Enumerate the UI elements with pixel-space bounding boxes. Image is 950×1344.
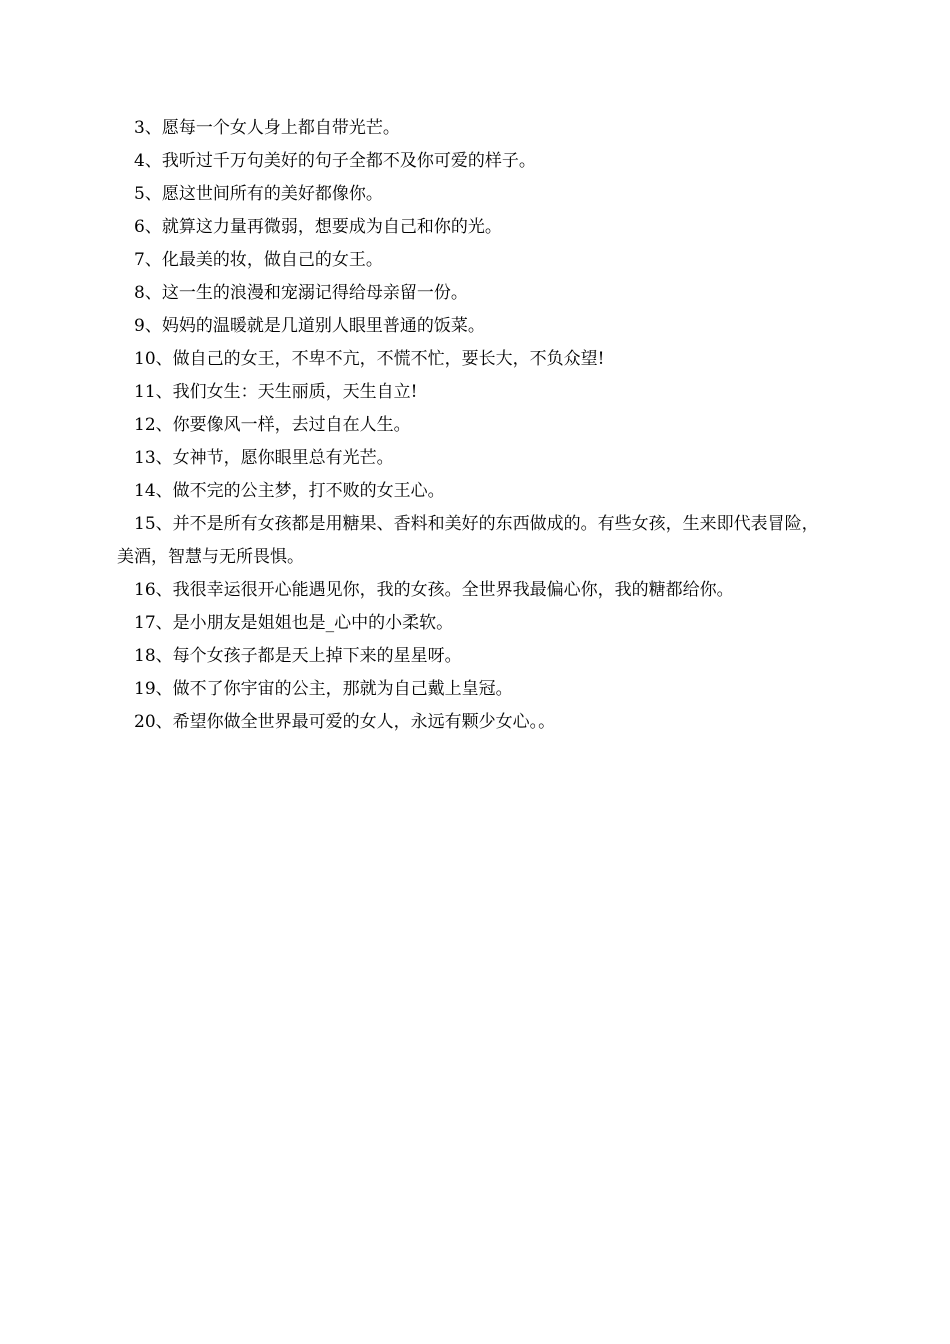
paragraph-16: 16、我很幸运很开心能遇见你，我的女孩。全世界我最偏心你，我的糖都给你。 xyxy=(134,580,734,600)
paragraph-10: 10、做自己的女王，不卑不亢，不慌不忙，要长大，不负众望! xyxy=(134,349,605,369)
paragraph-20: 20、希望你做全世界最可爱的女人，永远有颗少女心。。 xyxy=(134,712,556,732)
paragraph-7: 7、化最美的妆，做自己的女王。 xyxy=(134,250,383,270)
paragraph-5: 5、愿这世间所有的美好都像你。 xyxy=(134,184,383,204)
paragraph-18: 18、每个女孩子都是天上掉下来的星星呀。 xyxy=(134,646,462,666)
paragraph-4: 4、我听过千万句美好的句子全都不及你可爱的样子。 xyxy=(134,151,536,171)
paragraph-15: 15、并不是所有女孩都是用糖果、香料和美好的东西做成的。有些女孩，生来即代表冒险，美酒，智慧与无所畏惧。 xyxy=(117,514,819,567)
paragraph-14: 14、做不完的公主梦，打不败的女王心。 xyxy=(134,481,445,501)
paragraph-17: 17、是小朋友是姐姐也是_心中的小柔软。 xyxy=(134,613,454,633)
paragraph-9: 9、妈妈的温暖就是几道别人眼里普通的饭菜。 xyxy=(134,316,485,336)
paragraph-8: 8、这一生的浪漫和宠溺记得给母亲留一份。 xyxy=(134,283,468,303)
paragraph-3: 3、愿每一个女人身上都自带光芒。 xyxy=(134,118,400,138)
document-body xyxy=(117,112,833,739)
paragraph-11: 11、我们女生：天生丽质，天生自立! xyxy=(134,382,418,402)
paragraph-12: 12、你要像风一样，去过自在人生。 xyxy=(134,415,411,435)
paragraph-6: 6、就算这力量再微弱，想要成为自己和你的光。 xyxy=(134,217,502,237)
paragraph-13: 13、女神节，愿你眼里总有光芒。 xyxy=(134,448,394,468)
paragraph-19: 19、做不了你宇宙的公主，那就为自己戴上皇冠。 xyxy=(134,679,513,699)
